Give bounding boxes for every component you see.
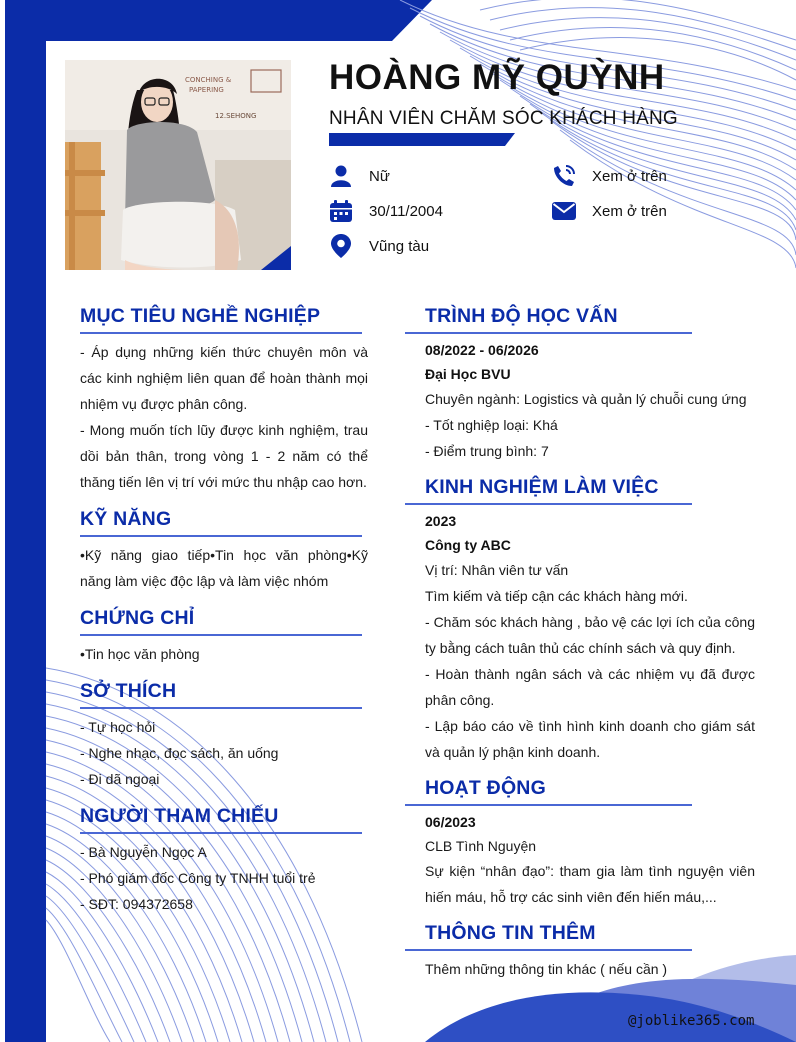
career-goal-divider [80, 332, 362, 334]
education-period: 08/2022 - 06/2026 [425, 342, 539, 358]
skills-text: •Kỹ năng giao tiếp•Tin học văn phòng•Kỹ năng làm việc độc lập và làm việc nhóm [80, 547, 368, 589]
experience-duty-1: Tìm kiếm và tiếp cận các khách hàng mới. [425, 588, 688, 604]
hobbies-list [80, 714, 368, 792]
birthday-value: 30/11/2004 [369, 202, 443, 220]
gender-value: Nữ [369, 167, 390, 185]
hobby-item: - Tự học hỏi [80, 719, 156, 735]
experience-duty-2: - Chăm sóc khách hàng , bảo vệ các lợi ích của công ty bằng cách tuân thủ các chính sách và quy định. [425, 614, 755, 656]
activity-desc: Sự kiện “nhân đạo”: tham gia làm tình nguyện viên hiến máu, hỗ trợ các sinh viên đến hiến máu,... [425, 863, 755, 905]
email-value: Xem ở trên [592, 202, 667, 220]
activity-org: CLB Tình Nguyện [425, 838, 537, 854]
hobby-item: - Nghe nhạc, đọc sách, ăn uống [80, 745, 279, 761]
extra-info-text: Thêm những thông tin khác ( nếu cần ) [425, 961, 668, 977]
career-goal-body [80, 339, 368, 495]
info-birthday [329, 199, 443, 223]
education-heading: TRÌNH ĐỘ HỌC VẤN [425, 305, 618, 327]
calendar-icon [329, 199, 353, 223]
education-body [425, 338, 755, 464]
photo-wall-text-2: PAPERING [189, 86, 224, 94]
experience-company: Công ty ABC [425, 537, 511, 553]
phone-icon [552, 164, 576, 188]
info-gender [329, 164, 390, 188]
references-heading: NGƯỜI THAM CHIẾU [80, 805, 279, 827]
experience-divider [405, 503, 692, 505]
activities-divider [405, 804, 692, 806]
candidate-name: HOÀNG MỸ QUỲNH [329, 58, 665, 97]
phone-value: Xem ở trên [592, 167, 667, 185]
activities-body [425, 810, 755, 910]
skills-body [80, 542, 368, 594]
education-gpa: - Điểm trung bình: 7 [425, 443, 549, 459]
career-goal-heading: MỤC TIÊU NGHỀ NGHIỆP [80, 305, 321, 327]
education-divider [405, 332, 692, 334]
extra-info-heading: THÔNG TIN THÊM [425, 922, 596, 944]
envelope-icon [552, 199, 576, 223]
activity-date: 06/2023 [425, 814, 476, 830]
education-major: Chuyên ngành: Logistics và quản lý chuỗi cung ứng [425, 391, 747, 407]
info-email [552, 199, 667, 223]
skills-divider [80, 535, 362, 537]
address-value: Vũng tàu [369, 237, 430, 255]
education-school: Đại Học BVU [425, 366, 511, 382]
certificates-divider [80, 634, 362, 636]
title-underline-bar [329, 133, 515, 146]
profile-photo [65, 60, 291, 270]
extra-info-body [425, 956, 755, 982]
activities-heading: HOẠT ĐỘNG [425, 777, 546, 799]
extra-info-divider [405, 949, 692, 951]
experience-duty-3: - Hoàn thành ngân sách và các nhiệm vụ đã được phân công. [425, 666, 755, 708]
references-divider [80, 832, 362, 834]
career-goal-p2: - Mong muốn tích lũy được kinh nghiệm, trau dồi bản thân, trong vòng 1 - 2 năm có thể thăng tiến lên vị trí với mức thu nhập cao hơn. [80, 422, 368, 490]
certificates-heading: CHỨNG CHỈ [80, 607, 195, 629]
career-goal-p1: - Áp dụng những kiến thức chuyên môn và các kinh nghiệm liên quan để hoàn thành mọi nhiệm vụ được phân công. [80, 344, 368, 412]
photo-wall-text-1: CONCHING & [185, 76, 232, 84]
job-title: NHÂN VIÊN CHĂM SÓC KHÁCH HÀNG [329, 108, 678, 129]
location-pin-icon [329, 234, 353, 258]
reference-item: - Phó giám đốc Công ty TNHH tuổi trẻ [80, 870, 316, 886]
info-phone [552, 164, 667, 188]
experience-heading: KINH NGHIỆM LÀM VIỆC [425, 476, 659, 498]
references-list [80, 839, 368, 917]
user-icon [329, 164, 353, 188]
info-address [329, 234, 429, 258]
left-blue-bar [5, 0, 46, 1042]
certificates-body [80, 641, 368, 667]
top-blue-band [5, 0, 432, 41]
photo-wall-text-3: 12.SEHONG [215, 112, 257, 120]
experience-body [425, 509, 755, 765]
experience-position: Vị trí: Nhân viên tư vấn [425, 562, 569, 578]
experience-year: 2023 [425, 513, 457, 529]
education-grade: - Tốt nghiệp loại: Khá [425, 417, 558, 433]
skills-heading: KỸ NĂNG [80, 508, 172, 530]
hobbies-divider [80, 707, 362, 709]
certificates-text: •Tin học văn phòng [80, 646, 200, 662]
reference-item: - Bà Nguyễn Ngọc A [80, 844, 207, 860]
hobby-item: - Đi dã ngoại [80, 771, 160, 787]
reference-item: - SĐT: 094372658 [80, 896, 193, 912]
experience-duty-4: - Lập báo cáo về tình hình kinh doanh cho giám sát và quản lý phận kinh doanh. [425, 718, 755, 760]
watermark: @joblike365.com [628, 1013, 755, 1029]
hobbies-heading: SỞ THÍCH [80, 680, 177, 702]
